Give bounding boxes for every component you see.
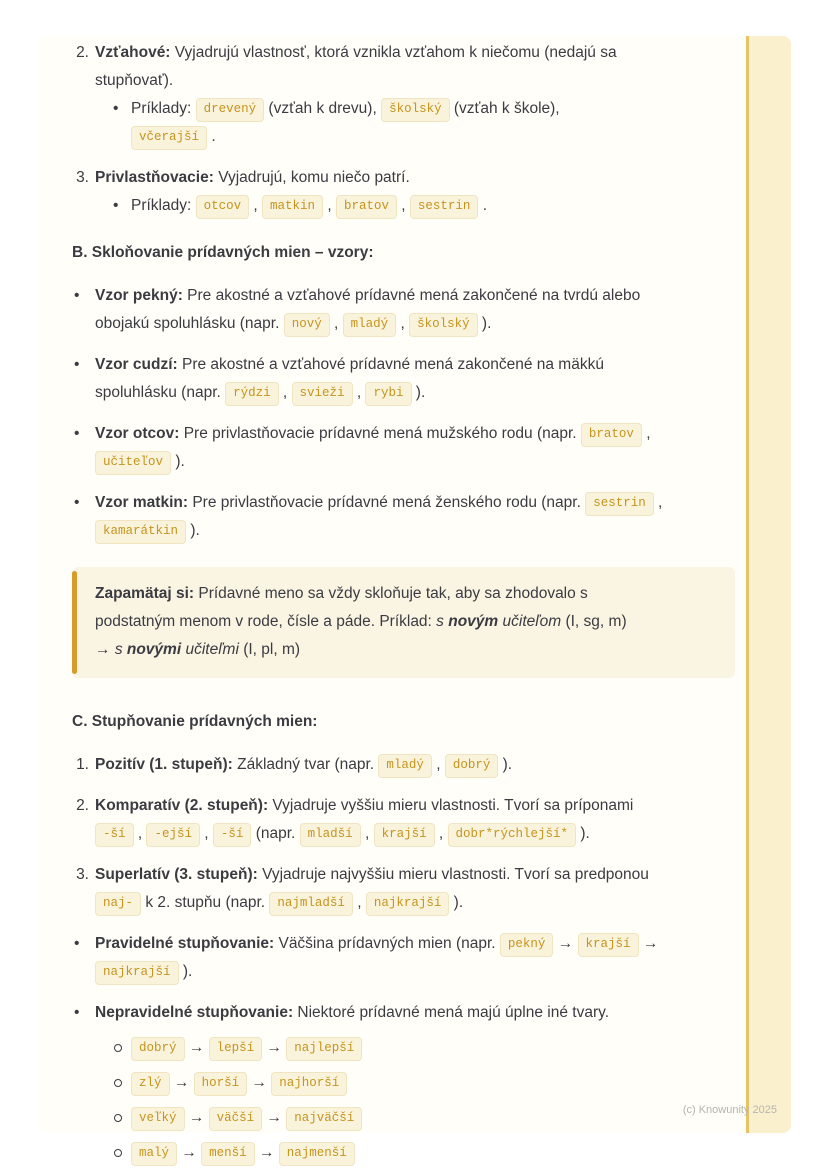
numbered-list-item [72,39,727,95]
list-number: 3. [76,169,89,186]
text-run: Superlatív (3. stupeň): [95,866,258,883]
text-run: → [247,1074,272,1091]
text-run: novými [126,641,182,658]
inline-code-chip: najhorší [271,1072,347,1096]
list-number: 1. [76,756,89,773]
text-run: ). [411,384,426,401]
callout-text [95,580,640,664]
item-text [131,95,601,151]
text-run: Pozitív (1. stupeň): [95,756,233,773]
callout-box [72,567,735,678]
text-run: (I, sg, m) → [95,613,627,658]
bullet-icon: • [74,494,80,511]
inline-code-chip: veľký [131,1107,185,1131]
inline-code-chip: sestrin [410,195,479,219]
text-run: , [360,825,374,842]
text-run: novým [448,613,499,630]
inline-code-chip: pekný [500,933,554,957]
list-number: 2. [76,44,89,61]
item-text [95,489,663,545]
text-run: Vzor otcov: [95,425,180,442]
text-run: Niektoré prídavné mená majú úplne iné tvary. [293,1004,610,1021]
text-run: , [434,825,448,842]
text-run: ). [178,963,193,980]
gradation-list-item [72,1104,727,1132]
text-run: Vyjadruje najvyššiu mieru vlastnosti. Tvorí sa predponou [257,866,649,883]
text-run: (vzťah k drevu), [264,100,382,117]
example-list-item [72,95,727,151]
item-text [95,164,663,192]
text-run: → [638,935,659,952]
text-run: B. Skloňovanie prídavných mien – vzory: [72,244,374,261]
text-run: Zapamätaj si: [95,585,195,602]
item-text [131,192,601,220]
inline-code-chip: nový [284,313,330,337]
example-list-item [72,192,727,220]
inline-code-chip: učiteľov [95,451,171,475]
bullet-icon: • [113,197,119,214]
text-run: → [262,1039,287,1056]
inline-code-chip: krajší [578,933,639,957]
item-text [131,1069,699,1097]
inline-code-chip: -ší [95,823,134,847]
text-run: Prídavné meno sa vždy skloňuje tak, aby sa zhodovalo s podstatným menom v rode, čísle a páde. Príklad: [95,585,588,630]
inline-code-chip: bratov [336,195,397,219]
inline-code-chip: rýdzi [225,382,279,406]
numbered-list-item [72,751,727,779]
text-run: s [114,641,127,658]
inline-code-chip: lepší [209,1037,263,1061]
inline-code-chip: svieži [292,382,353,406]
text-run: ). [449,894,464,911]
inline-code-chip: najväčší [286,1107,362,1131]
bullet-icon: • [74,1004,80,1021]
text-run: , [249,197,263,214]
text-run: , [641,425,651,442]
item-text [95,861,663,917]
text-run: Komparatív (2. stupeň): [95,797,269,814]
text-run: , [396,315,410,332]
inline-code-chip: najlepší [286,1037,362,1061]
text-run: (vzťah k škole), [449,100,560,117]
text-run: Pre privlastňovacie prídavné mená mužského rodu (napr. [179,425,581,442]
text-run: , [431,756,445,773]
text-run: , [323,197,336,214]
text-run: ). [186,522,200,539]
inline-code-chip: školský [409,313,478,337]
bullet-icon: • [74,356,80,373]
text-run: (I, pl, m) [238,641,301,658]
highlight-band [746,36,791,1133]
bullet-list-item [72,999,727,1027]
inline-code-chip: drevený [196,98,265,122]
text-run: → [177,1144,202,1161]
item-text [95,999,663,1027]
inline-code-chip: včerajší [131,126,207,150]
text-run: , [133,825,147,842]
text-run: ). [498,756,513,773]
bullet-icon: • [74,935,80,952]
numbered-list-item [72,164,727,192]
text-run: k 2. stupňu (napr. [141,894,270,911]
callout-accent-bar [72,571,77,674]
text-run: → [254,1144,279,1161]
text-run: , [653,494,663,511]
inline-code-chip: mladý [378,754,432,778]
text-run: , [199,825,213,842]
item-text [131,1104,699,1132]
circle-bullet-icon [114,1044,122,1052]
text-run: Vzor pekný: [95,287,183,304]
inline-code-chip: väčší [209,1107,263,1131]
inline-code-chip: krajší [374,823,435,847]
text-run: → [553,935,578,952]
inline-code-chip: -ší [213,823,252,847]
copyright-watermark: (c) Knowunity 2025 [682,1104,777,1116]
text-run: Príklady: [131,197,196,214]
inline-code-chip: -ejší [146,823,200,847]
text-run: ). [576,825,590,842]
item-text [95,420,663,476]
section-heading [72,239,727,267]
gradation-list-item [72,1034,727,1062]
inline-code-chip: zlý [131,1072,170,1096]
inline-code-chip: bratov [581,423,642,447]
bullet-icon: • [74,287,80,304]
inline-code-chip: najmenší [279,1142,355,1166]
text-run: , [329,315,343,332]
text-run: ). [477,315,492,332]
text-run: Vyjadrujú vlastnosť, ktorá vznikla vzťahom k niečomu (nedajú sa stupňovať). [95,44,617,89]
list-number: 2. [76,797,89,814]
document-page [37,36,791,1161]
text-run: ). [171,453,185,470]
numbered-list-item [72,861,727,917]
text-run: učiteľom [498,613,562,630]
bullet-list-item [72,420,727,476]
list-number: 3. [76,866,89,883]
text-run: Pre privlastňovacie prídavné mená ženského rodu (napr. [188,494,586,511]
inline-code-chip: dobrý [445,754,499,778]
text-run: → [169,1074,194,1091]
text-run: , [352,384,366,401]
inline-code-chip: rybi [365,382,411,406]
inline-code-chip: dobr*rýchlejší* [448,823,577,847]
inline-code-chip: malý [131,1142,177,1166]
text-run: Vzor matkin: [95,494,189,511]
text-run: . [478,197,488,214]
text-run: (napr. [251,825,300,842]
item-text [95,39,663,95]
bullet-list-item [72,351,727,407]
text-run: Nepravidelné stupňovanie: [95,1004,294,1021]
text-run: → [184,1109,209,1126]
text-run: Pravidelné stupňovanie: [95,935,275,952]
text-run: Vyjadrujú, komu niečo patrí. [213,169,410,186]
text-run: , [397,197,410,214]
inline-code-chip: matkin [262,195,323,219]
inline-code-chip: horší [194,1072,248,1096]
text-run: Privlastňovacie: [95,169,214,186]
inline-code-chip: mladší [300,823,361,847]
inline-code-chip: naj- [95,892,141,916]
item-text [95,282,663,338]
circle-bullet-icon [114,1149,122,1157]
text-run: učiteľmi [181,641,239,658]
item-text [95,930,663,986]
text-run: Vzor cudzí: [95,356,178,373]
circle-bullet-icon [114,1079,122,1087]
inline-code-chip: menší [201,1142,255,1166]
text-run: → [262,1109,287,1126]
item-text [95,351,663,407]
text-run: C. Stupňovanie prídavných mien: [72,713,318,730]
text-run: , [352,894,366,911]
inline-code-chip: najmladší [269,892,353,916]
circle-bullet-icon [114,1114,122,1122]
bullet-icon: • [113,100,119,117]
item-text [95,751,663,779]
numbered-list-item [72,792,727,848]
bullet-icon: • [74,425,80,442]
gradation-list-item [72,1139,727,1167]
inline-code-chip: kamarátkin [95,520,186,544]
text-run: Pre akostné a vzťahové prídavné mená zakončené na tvrdú alebo obojakú spoluhlásku (napr. [95,287,641,332]
inline-code-chip: sestrin [585,492,654,516]
item-text [95,792,663,848]
text-run: . [207,128,216,145]
text-run: Pre akostné a vzťahové prídavné mená zakončené na mäkkú spoluhlásku (napr. [95,356,604,401]
inline-code-chip: otcov [196,195,250,219]
inline-code-chip: najkrajší [366,892,450,916]
bullet-list-item [72,282,727,338]
inline-code-chip: najkrajší [95,961,179,985]
inline-code-chip: mladý [343,313,397,337]
text-run: Vyjadruje vyššiu mieru vlastnosti. Tvorí sa príponami [268,797,634,814]
text-run: Väčšina prídavných mien (napr. [274,935,500,952]
text-run: s [436,613,449,630]
text-run: , [278,384,292,401]
section-heading [72,708,727,736]
inline-code-chip: školský [381,98,450,122]
text-run: → [184,1039,209,1056]
inline-code-chip: dobrý [131,1037,185,1061]
document-content [72,39,727,1167]
gradation-list-item [72,1069,727,1097]
bullet-list-item [72,489,727,545]
text-run: Vzťahové: [95,44,171,61]
item-text [131,1034,699,1062]
bullet-list-item [72,930,727,986]
item-text [131,1139,699,1167]
text-run: Základný tvar (napr. [232,756,379,773]
text-run: Príklady: [131,100,196,117]
